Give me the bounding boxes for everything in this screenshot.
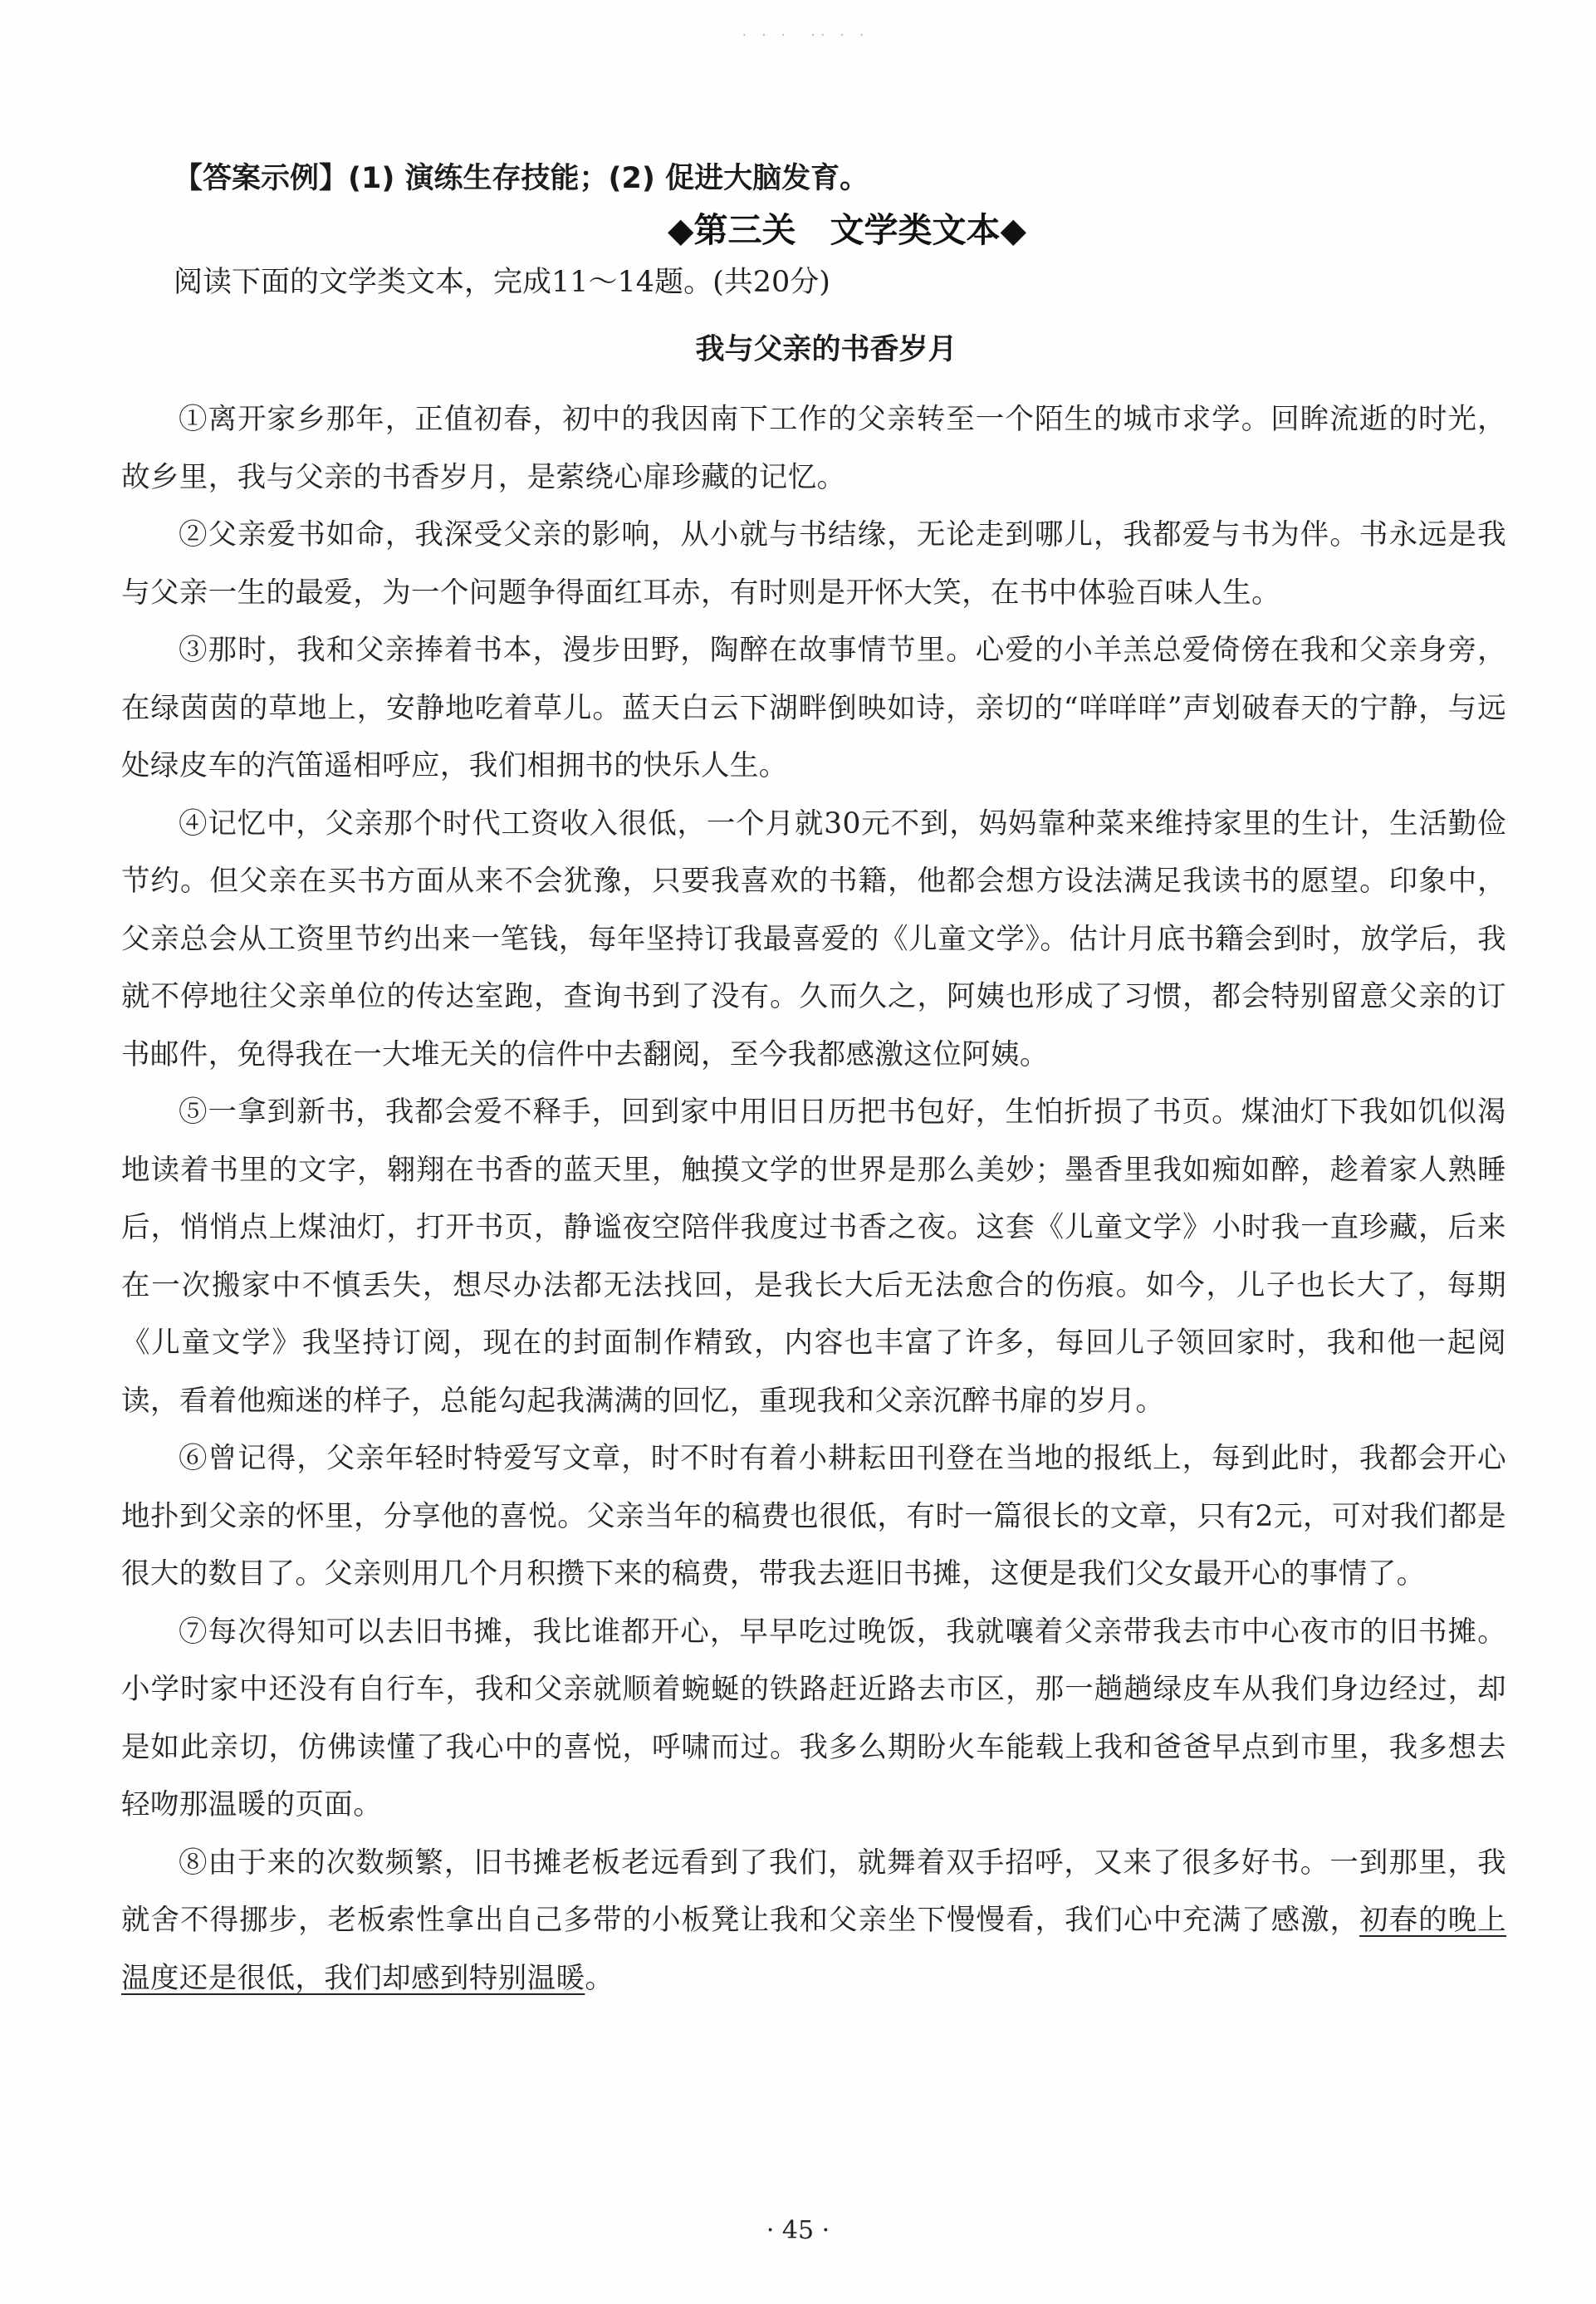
paragraph-8-ending: 。 xyxy=(585,1961,614,1995)
answer-text: (1) 演练生存技能；(2) 促进大脑发育。 xyxy=(348,162,869,195)
paragraph-6: ⑥曾记得，父亲年轻时特爱写文章，时不时有着小耕耘田刊登在当地的报纸上，每到此时，我都会开心地扑到父亲的怀里，分享他的喜悦。父亲当年的稿费也很低，有时一篇很长的文章，只有2元，可对我们都是很大的数目了。父亲则用几个月积攒下来的稿费，带我去逛旧书摊，这便是我们父女最开心的事情了。 xyxy=(121,1442,1506,1591)
scan-artifact: · · · ·· · · xyxy=(742,27,869,44)
paragraph-8 xyxy=(121,1835,1506,2008)
paragraph-2: ②父亲爱书如命，我深受父亲的影响，从小就与书结缘，无论走到哪儿，我都爱与书为伴。书永远是我与父亲一生的最爱，为一个问题争得面红耳赤，有时则是开怀大笑，在书中体验百味人生。 xyxy=(121,518,1506,610)
paragraph-8-text: ⑧由于来的次数频繁，旧书摊老板老远看到了我们，就舞着双手招呼，又来了很多好书。一到那里，我就舍不得挪步，老板索性拿出自己多带的小板凳让我和父亲坐下慢慢看，我们心中充满了感激， xyxy=(121,1846,1506,1937)
page-number: · 45 · xyxy=(766,2216,830,2245)
answer-label: 【答案示例】 xyxy=(174,162,349,195)
article-title: 我与父亲的书香岁月 xyxy=(695,333,957,366)
reading-instructions: 阅读下面的文学类文本，完成11～14题。(共20分) xyxy=(174,266,830,299)
underlined-sentence: 初春的晚上温度还是很低，我们却感到特别温暖 xyxy=(121,1904,1507,1995)
page-content xyxy=(121,154,1506,2007)
paragraph-3: ③那时，我和父亲捧着书本，漫步田野，陶醉在故事情节里。心爱的小羊羔总爱倚傍在我和父亲身旁，在绿茵茵的草地上，安静地吃着草儿。蓝天白云下湖畔倒映如诗，亲切的“咩咩咩”声划破春天的宁静，与远处绿皮车的汽笛遥相呼应，我们相拥书的快乐人生。 xyxy=(121,634,1506,782)
paragraph-7: ⑦每次得知可以去旧书摊，我比谁都开心，早早吃过晚饭，我就嚷着父亲带我去市中心夜市的旧书摊。小学时家中还没有自行车，我和父亲就顺着蜿蜒的铁路赶近路去市区，那一趟趟绿皮车从我们身边经过，却是如此亲切，仿佛读懂了我心中的喜悦，呼啸而过。我多么期盼火车能载上我和爸爸早点到市里，我多想去轻吻那温暖的页面。 xyxy=(121,1615,1506,1821)
paragraph-1: ①离开家乡那年，正值初春，初中的我因南下工作的父亲转至一个陌生的城市求学。回眸流逝的时光，故乡里，我与父亲的书香岁月，是萦绕心扉珍藏的记忆。 xyxy=(121,403,1506,494)
answer-example xyxy=(121,154,1506,203)
paragraph-5: ⑤一拿到新书，我都会爱不释手，回到家中用旧日历把书包好，生怕折损了书页。煤油灯下我如饥似渴地读着书里的文字，翱翔在书香的蓝天里，触摸文学的世界是那么美妙；墨香里我如痴如醉，趁着家人熟睡后，悄悄点上煤油灯，打开书页，静谧夜空陪伴我度过书香之夜。这套《儿童文学》小时我一直珍藏，后来在一次搬家中不慎丢失，想尽办法都无法找回，是我长大后无法愈合的伤痕。如今，儿子也长大了，每期《儿童文学》我坚持订阅，现在的封面制作精致，内容也丰富了许多，每回儿子领回家时，我和他一起阅读，看着他痴迷的样子，总能勾起我满满的回忆，重现我和父亲沉醉书扉的岁月。 xyxy=(121,1096,1506,1418)
section-heading: ◆第三关 文学类文本◆ xyxy=(667,210,1027,250)
paragraph-4: ④记忆中，父亲那个时代工资收入很低，一个月就30元不到，妈妈靠种菜来维持家里的生计，生活勤俭节约。但父亲在买书方面从来不会犹豫，只要我喜欢的书籍，他都会想方设法满足我读书的愿望。印象中，父亲总会从工资里节约出来一笔钱，每年坚持订我最喜爱的《儿童文学》。估计月底书籍会到时，放学后，我就不停地往父亲单位的传达室跑，查询书到了没有。久而久之，阿姨也形成了习惯，都会特别留意父亲的订书邮件，免得我在一大堆无关的信件中去翻阅，至今我都感激这位阿姨。 xyxy=(121,806,1506,1071)
